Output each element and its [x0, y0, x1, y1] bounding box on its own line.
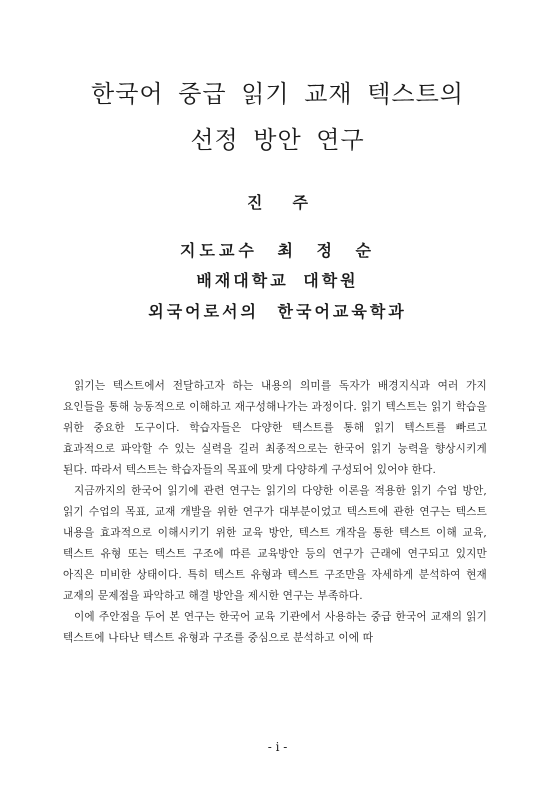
- abstract-paragraph-3: 이에 주안점을 두어 본 연구는 한국어 교육 기관에서 사용하는 중급 한국어 교재의 읽기 텍스트에 나타난 텍스트 유형과 구조를 중심으로 분석하고 이에 따: [63, 611, 487, 644]
- author-name: 진주: [247, 193, 338, 212]
- page-number: - i -: [267, 740, 288, 754]
- advisor-line: 지도교수 최 정 순: [180, 241, 375, 260]
- abstract-body: [63, 376, 487, 649]
- department-line: 외국어로서의 한국어교육학과: [148, 302, 407, 321]
- abstract-paragraph-1: 읽기는 텍스트에서 전달하고자 하는 내용의 의미를 독자가 배경지식과 여러 가지 요인들을 통해 능동적으로 이해하고 재구성해나가는 과정이다. 읽기 텍스트는 읽기 학습을 위한 중요한 도구이다. 학습자들은 다양한 텍스트를 통해 읽기 텍스트를 빠르고 효과적으로 파악할 수 있는 실력을 길러 최종적으로는 한국어 읽기 능력을 향상시키게 된다. 따라서 텍스트는 학습자들의 목표에 맞게 다양하게 구성되어 있어야 한다.: [63, 380, 487, 476]
- university-line: 배재대학교 대학원: [196, 271, 359, 290]
- abstract-paragraph-2: 지금까지의 한국어 읽기에 관련 연구는 읽기의 다양한 이론을 적용한 읽기 수업 방안, 읽기 수업의 목표, 교재 개발을 위한 연구가 대부분이었고 텍스트에 관한 연구는 텍스트 내용을 효과적으로 이해시키기 위한 교육 방안, 텍스트 개작을 통한 텍스트 이해 교육, 텍스트 유형 또는 텍스트 구조에 따른 교육방안 등의 연구가 근래에 연구되고 있지만 아직은 미비한 상태이다. 특히 텍스트 유형과 텍스트 구조만을 자세하게 분석하여 현재 교재의 문제점을 파악하고 해결 방안을 제시한 연구는 부족하다.: [63, 485, 487, 602]
- thesis-title-line-1: 한국어 중급 읽기 교재 텍스트의: [91, 80, 464, 108]
- thesis-title-line-2: 선정 방안 연구: [190, 126, 365, 154]
